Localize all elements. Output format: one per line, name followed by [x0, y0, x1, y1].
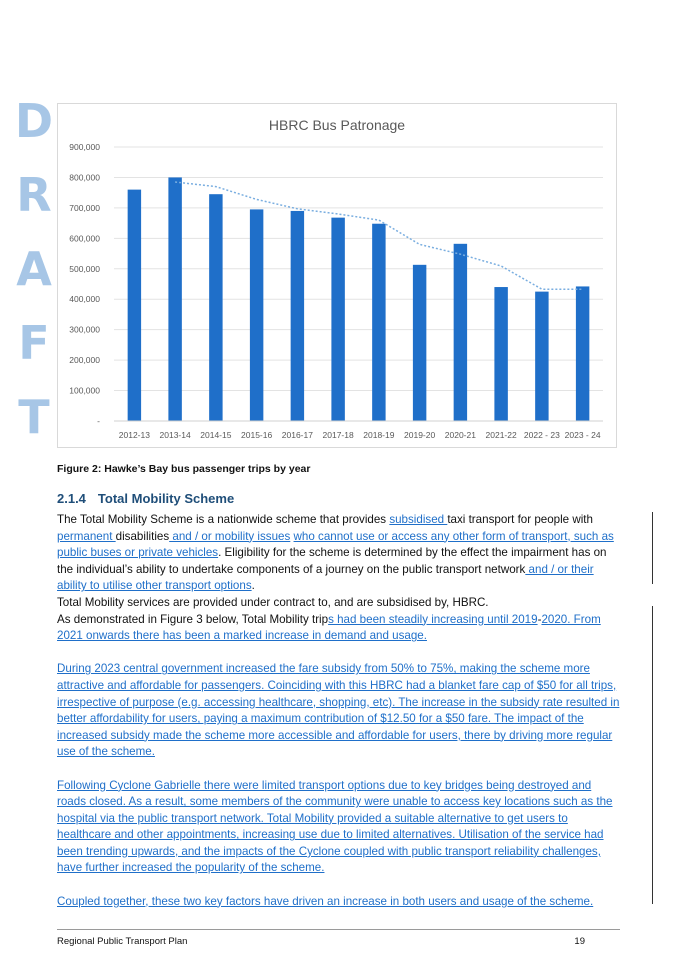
paragraph-subsidy: During 2023 central government increased the fare subsidy from 50% to 75%, making the scheme more attractive and affordable for passengers. Coinciding with this HBRC had a blanket fare cap of $50 for all trips, irrespective of purpose (e.g. accessing healthcare, shopping, etc). The increase in the subsidy rate resulted in better affordability for users, paying a maximum contribution of $12.50 for a $50 fare. The impact of the increased subsidy made the scheme more accessible and affordable for users, there by driving more regular use of the scheme.	[57, 662, 620, 759]
tracked-change-text: 2020. From 2021 onwards there has been a marked increase in demand and usage.	[57, 612, 601, 643]
bar-2020-21	[454, 244, 467, 421]
bar-2022-23	[535, 292, 548, 421]
y-tick-label: 100,000	[69, 385, 100, 396]
section-heading	[57, 491, 234, 506]
paragraph-text: -	[537, 612, 542, 626]
x-tick-label: 2018-19	[363, 430, 395, 440]
bar-2019-20	[413, 265, 426, 421]
bar-2016-17	[291, 211, 304, 421]
paragraph-cyclone: Following Cyclone Gabrielle there were limited transport options due to key bridges being destroyed and roads closed. As a result, some members of the community were unable to access key locations such as the hospital via the public transport network. Total Mobility provided a suitable alternative to get users to healthcare and other appointments, increasing use due to limited alternatives. Utilisation of the service had been trending upwards, and the impacts of the Cyclone coupled with public transport reliability challenges, have further increased the popularity of the scheme.	[57, 778, 613, 875]
bar-2013-14	[168, 177, 181, 421]
x-tick-label: 2014-15	[200, 430, 232, 440]
x-tick-label: 2022 - 23	[523, 430, 560, 440]
x-tick-label: 2013-14	[159, 430, 191, 440]
x-tick-label: 2017-18	[322, 430, 354, 440]
watermark-letter-f: F	[18, 316, 50, 370]
figure-caption: Figure 2: Hawke’s Bay bus passenger trips by year	[57, 463, 311, 475]
x-tick-label: 2020-21	[444, 430, 476, 440]
bus-patronage-chart	[57, 103, 617, 448]
paragraph-trips	[57, 612, 620, 645]
bar-2017-18	[331, 218, 344, 421]
paragraph-text: . Eligibility for the scheme is determined by the effect the impairment has on the individual’s ability to undertake components of a journey on the public transport network	[57, 546, 607, 576]
x-tick-label: 2021-22	[485, 430, 517, 440]
x-tick-label: 2019-20	[404, 430, 436, 440]
page-number: 19	[574, 936, 585, 947]
y-tick-label: 500,000	[69, 263, 100, 274]
y-tick-label: 700,000	[69, 202, 100, 213]
change-bar-1	[652, 512, 653, 584]
bar-2012-13	[128, 190, 141, 421]
chart-canvas	[58, 104, 616, 447]
paragraph-text: .	[251, 579, 255, 593]
paragraph-conclusion: Coupled together, these two key factors have driven an increase in both users and usage of the scheme.	[57, 894, 594, 908]
watermark-letter-a: A	[16, 242, 52, 296]
watermark-letter-d: D	[14, 94, 54, 148]
bar-2023-24	[576, 286, 589, 421]
y-tick-label: 200,000	[69, 355, 100, 366]
paragraph-contract: Total Mobility services are provided under contract to, and are subsidised by, HBRC.	[57, 595, 489, 609]
y-tick-label: 900,000	[69, 142, 100, 152]
paragraph-text: As demonstrated in Figure 3 below, Total Mobility trip	[57, 612, 329, 626]
change-bar-2	[652, 606, 653, 904]
y-tick-label: -	[97, 416, 100, 426]
watermark-letter-t: T	[18, 390, 50, 444]
bar-2018-19	[372, 224, 385, 421]
watermark-letter-r: R	[16, 168, 52, 222]
y-tick-label: 300,000	[69, 324, 100, 335]
tracked-change-text: permanent	[57, 529, 116, 543]
bar-2015-16	[250, 209, 263, 421]
tracked-change-text: and / or mobility issues	[169, 529, 291, 543]
x-tick-label: 2012-13	[118, 430, 150, 440]
tracked-change-text: who cannot use or access any other form of transport, such as public buses or private vehicles	[57, 529, 614, 560]
paragraph-intro	[57, 512, 620, 595]
body-text	[57, 512, 620, 910]
footer-title: Regional Public Transport Plan	[57, 936, 188, 947]
x-tick-label: 2023 - 24	[564, 430, 601, 440]
y-tick-label: 400,000	[69, 294, 100, 305]
section-number: 2.1.4	[57, 491, 86, 506]
footer-rule	[57, 929, 620, 930]
tracked-change-text: and / or their ability to utilise other transport options	[57, 562, 594, 593]
bar-2014-15	[209, 194, 222, 421]
y-tick-label: 600,000	[69, 233, 100, 244]
section-title: Total Mobility Scheme	[97, 491, 235, 506]
paragraph-text: taxi transport for people with	[447, 513, 593, 526]
y-tick-label: 800,000	[69, 172, 100, 183]
tracked-change-text: s had been steadily increasing until 2019	[328, 612, 538, 626]
paragraph-text: The Total Mobility Scheme is a nationwide scheme that provides	[57, 513, 390, 526]
chart-title: HBRC Bus Patronage	[268, 117, 406, 133]
x-tick-label: 2015-16	[241, 430, 273, 440]
paragraph-text: disabilities	[115, 529, 170, 543]
bar-2021-22	[494, 287, 507, 421]
tracked-change-text: subsidised	[389, 513, 448, 526]
x-tick-label: 2016-17	[281, 430, 313, 440]
